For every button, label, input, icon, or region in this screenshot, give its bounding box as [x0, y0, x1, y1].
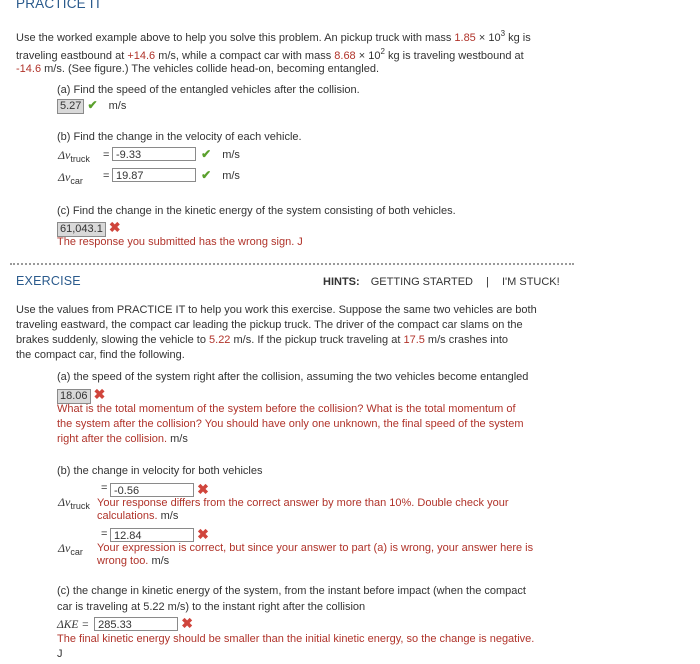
intro-text: m/s. If the pickup truck traveling at [230, 334, 404, 346]
exercise-intro-line-1: Use the values from PRACTICE IT to help you work this exercise. Suppose the same two vehicles are both [16, 304, 537, 316]
practice-a-answer: 5.27 [57, 99, 84, 114]
unit-label: m/s [222, 149, 240, 161]
practice-title: PRACTICE IT [16, 0, 103, 11]
unit-label: m/s [151, 555, 170, 567]
intro-text: m/s crashes into [424, 334, 509, 346]
exercise-intro-line-3 [16, 333, 508, 349]
delta-ke-label: ΔKE = [57, 619, 90, 631]
cross-icon: ✖ [197, 526, 209, 542]
practice-b-truck-row [112, 147, 240, 161]
practice-c-answer: 61,043.1 [57, 222, 106, 237]
cross-icon: ✖ [93, 386, 106, 402]
unit-label: J [57, 648, 63, 660]
im-stuck-link[interactable]: I'M STUCK! [501, 276, 560, 288]
practice-intro-line-3 [16, 62, 379, 78]
truck-speed-value: 17.5 [403, 334, 425, 346]
hints-separator: | [486, 276, 489, 288]
exercise-title: EXERCISE [16, 274, 81, 288]
exercise-c-answer-row [57, 615, 193, 632]
exercise-a-feedback-3 [57, 432, 188, 448]
exercise-c-feedback: The final kinetic energy should be smaller than the initial kinetic energy, so the change is negative. [57, 633, 535, 645]
exercise-a-answer: 18.06 [57, 389, 91, 404]
check-icon: ✔ [87, 98, 98, 112]
delta-v-car-input[interactable]: 12.84 [110, 528, 194, 542]
exercise-c-question-2: car is traveling at 5.22 m/s) to the instant right after the collision [57, 601, 366, 613]
delta-v-symbol: Δv [58, 148, 71, 162]
intro-text: Use the worked example above to help you solve this problem. An pickup truck with mass [16, 32, 455, 44]
practice-b-car-row [112, 168, 240, 182]
delta-v-symbol: Δv [58, 495, 71, 509]
cross-icon: ✖ [108, 219, 121, 235]
unit-label: m/s [160, 510, 179, 522]
exercise-a-feedback-1: What is the total momentum of the system before the collision? What is the total momentum of [57, 403, 516, 415]
delta-v-car-label [58, 170, 83, 186]
unit-label: m/s [170, 433, 188, 445]
exercise-a-question: (a) the speed of the system right after the collision, assuming the two vehicles become entangled [57, 371, 529, 383]
intro-text: traveling eastbound at [16, 50, 128, 62]
delta-ke-input[interactable]: 285.33 [94, 617, 178, 631]
intro-text: m/s, while a compact car with mass [155, 50, 335, 62]
exponent: 2 [380, 47, 385, 56]
cross-icon: ✖ [181, 615, 193, 631]
practice-c-feedback: The response you submitted has the wrong sign. J [57, 236, 303, 248]
subscript-truck: truck [70, 501, 90, 511]
intro-text: kg is traveling westbound at [384, 50, 524, 62]
exercise-b-question: (b) the change in velocity for both vehicles [57, 465, 263, 477]
feedback-text: right after the collision. [57, 433, 168, 445]
delta-v-truck-input[interactable]: -9.33 [112, 147, 196, 161]
equals-sign: = [101, 528, 108, 540]
hints-label: HINTS: [323, 276, 360, 288]
exercise-intro-line-2: traveling eastward, the compact car leading the pickup truck. The driver of the compact car slams on the [16, 319, 523, 331]
delta-v-truck-label [58, 495, 90, 511]
subscript-car: car [70, 176, 83, 186]
feedback-text: calculations. [97, 510, 158, 522]
exercise-b-car-feedback-2 [97, 555, 169, 567]
getting-started-link[interactable]: GETTING STARTED [370, 276, 473, 288]
exponent: 3 [500, 29, 506, 38]
truck-mass-value: 1.85 [454, 32, 476, 44]
check-icon: ✔ [201, 147, 212, 161]
delta-v-symbol: Δv [58, 541, 71, 555]
exercise-b-car-feedback-1: Your expression is correct, but since your answer to part (a) is wrong, your answer here is [97, 542, 534, 554]
times-ten: × 10 [475, 32, 501, 44]
intro-text: brakes suddenly, slowing the vehicle to [16, 334, 210, 346]
truck-velocity-value: +14.6 [127, 50, 156, 62]
practice-c-question: (c) Find the change in the kinetic energy of the system consisting of both vehicles. [57, 205, 456, 217]
intro-text: m/s. (See figure.) The vehicles collide head-on, becoming entangled. [41, 63, 380, 75]
exercise-b-truck-row [110, 481, 209, 498]
times-ten: × 10 [355, 50, 381, 62]
practice-c-answer-row [57, 219, 121, 237]
exercise-b-truck-feedback-2 [97, 510, 178, 522]
section-divider [10, 263, 574, 265]
equals-sign: = [103, 149, 110, 161]
car-velocity-value: -14.6 [16, 63, 42, 75]
check-icon: ✔ [201, 168, 212, 182]
car-speed-value: 5.22 [209, 334, 231, 346]
equals-sign: = [103, 170, 110, 182]
delta-v-car-label [58, 541, 83, 557]
exercise-a-feedback-2: the system after the collision? You should have only one unknown, the final speed of the system [57, 418, 524, 430]
delta-v-truck-label [58, 148, 90, 164]
car-mass-value: 8.68 [334, 50, 356, 62]
practice-a-answer-row [57, 98, 126, 114]
feedback-text: wrong too. [97, 555, 149, 567]
unit-label: m/s [108, 100, 127, 112]
hints-bar [323, 276, 560, 288]
unit-label: m/s [222, 170, 240, 182]
delta-v-symbol: Δv [58, 170, 71, 184]
subscript-car: car [70, 547, 83, 557]
exercise-c-question-1: (c) the change in kinetic energy of the system, from the instant before impact (when the compact [57, 585, 526, 597]
equals-sign: = [101, 482, 108, 494]
practice-a-question: (a) Find the speed of the entangled vehicles after the collision. [57, 84, 360, 96]
practice-b-question: (b) Find the change in the velocity of each vehicle. [57, 131, 302, 143]
exercise-b-truck-feedback-1: Your response differs from the correct answer by more than 10%. Double check your [97, 497, 509, 509]
delta-v-truck-input[interactable]: -0.56 [110, 483, 194, 497]
delta-v-car-input[interactable]: 19.87 [112, 168, 196, 182]
exercise-b-car-row [110, 526, 209, 543]
intro-text: kg is [505, 32, 531, 44]
cross-icon: ✖ [197, 481, 209, 497]
exercise-intro-line-4: the compact car, find the following. [16, 349, 185, 361]
subscript-truck: truck [70, 154, 90, 164]
